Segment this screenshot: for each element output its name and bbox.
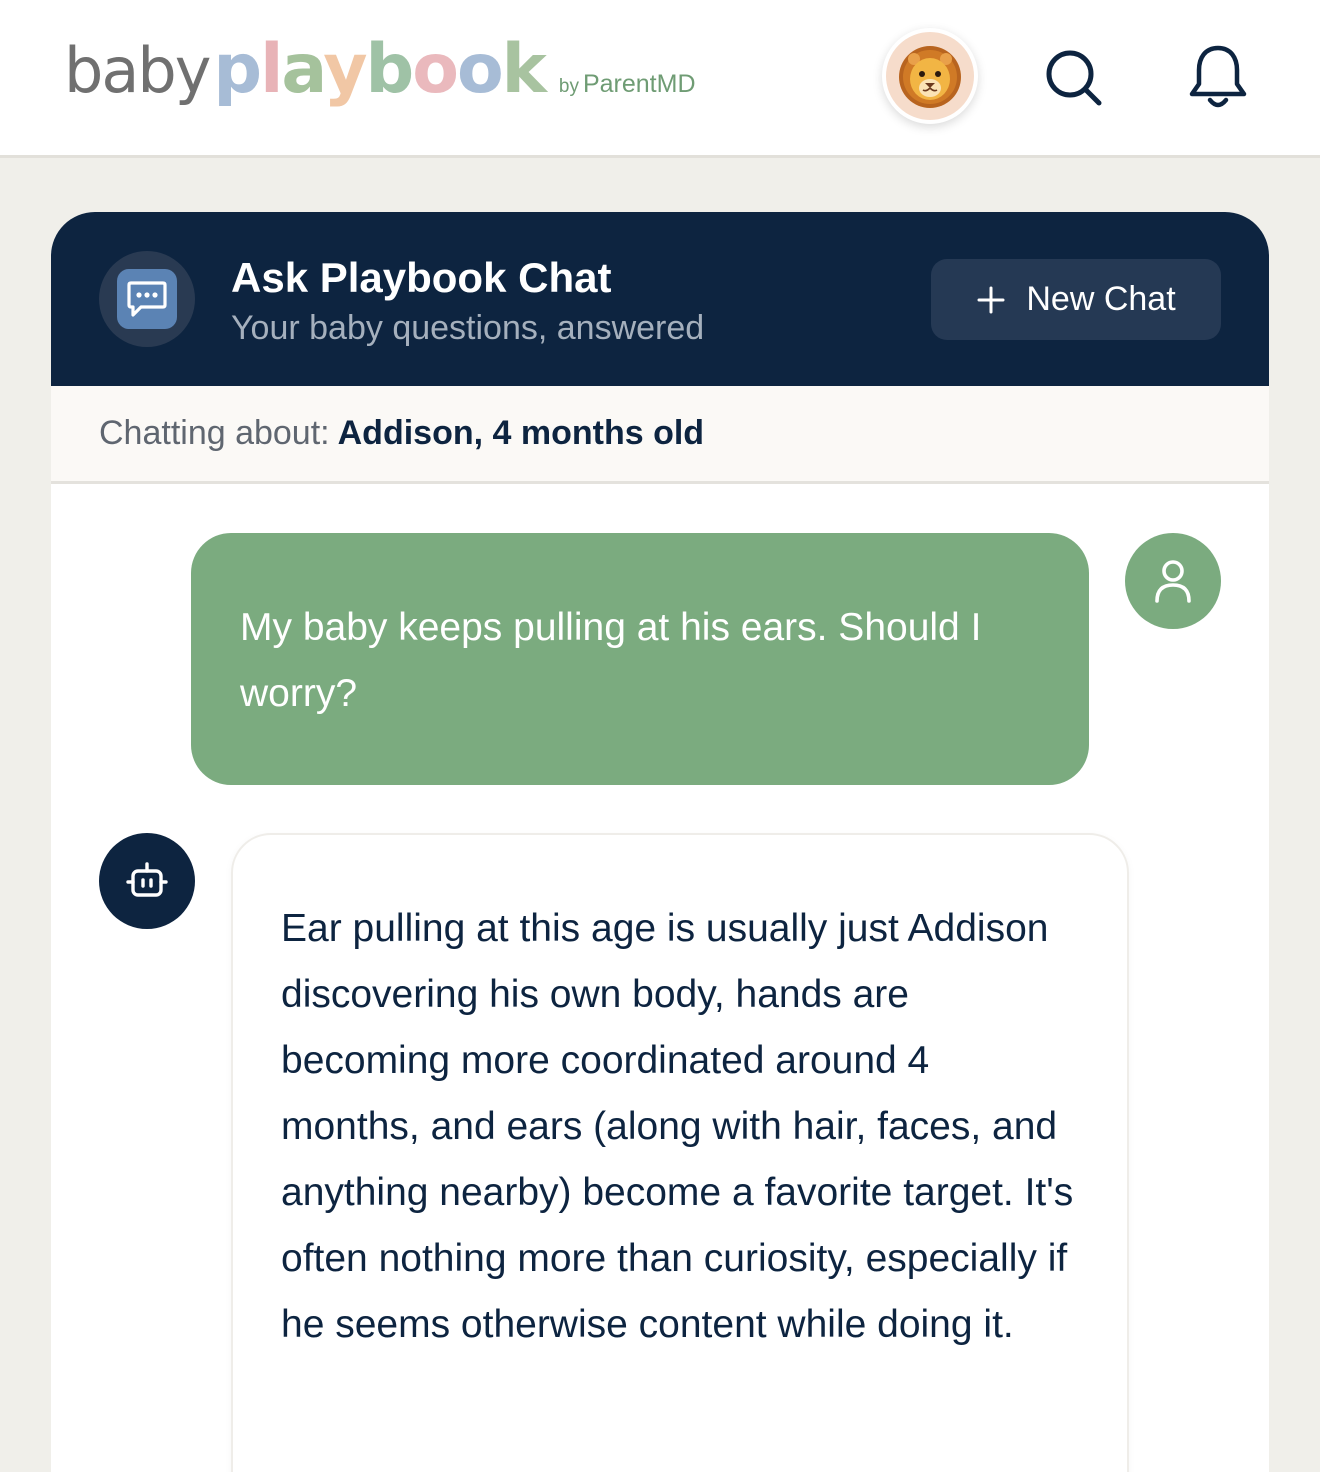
user-message-bubble: My baby keeps pulling at his ears. Should I worry?	[191, 533, 1089, 785]
logo-by-text: by	[558, 76, 579, 97]
top-app-bar	[0, 0, 1320, 158]
new-chat-button[interactable]	[931, 259, 1221, 340]
assistant-message-bubble: Ear pulling at this age is usually just Addison discovering his own body, hands are becoming more coordinated around 4 months, and ears (along with hair, faces, and anything nearby) become a favorite target. It's often nothing more than curiosity, especially if he seems otherwise content while doing it.	[231, 833, 1129, 1472]
profile-avatar[interactable]	[882, 28, 978, 124]
babyplaybook-logo[interactable]	[64, 30, 696, 120]
logo-letter: p	[213, 30, 261, 109]
notifications-button[interactable]	[1178, 38, 1258, 118]
chat-header	[51, 212, 1269, 386]
chat-context-bar	[51, 386, 1269, 484]
logo-baby-text: baby	[64, 34, 210, 107]
chat-subtitle: Your baby questions, answered	[231, 309, 705, 347]
context-child: Addison, 4 months old	[337, 414, 705, 452]
logo-letter: l	[260, 30, 282, 109]
user-avatar	[1125, 533, 1221, 629]
chat-card	[51, 212, 1269, 1472]
logo-letter: o	[456, 30, 502, 109]
assistant-avatar	[99, 833, 195, 929]
new-chat-label: New Chat	[1026, 280, 1176, 318]
chat-title: Ask Playbook Chat	[231, 254, 612, 301]
logo-letter: o	[412, 30, 457, 109]
logo-letter: a	[281, 30, 324, 109]
logo-letter: b	[365, 30, 413, 109]
chat-icon-badge	[99, 251, 195, 347]
search-button[interactable]	[1034, 38, 1114, 118]
logo-letter: y	[323, 30, 366, 109]
search-icon	[1042, 46, 1106, 110]
user-icon	[1151, 557, 1195, 605]
bell-icon	[1186, 42, 1250, 114]
logo-playbook-text	[213, 30, 544, 109]
lion-icon	[895, 41, 965, 111]
logo-letter: k	[501, 30, 545, 109]
logo-parentmd-text: ParentMD	[582, 70, 696, 98]
context-label: Chatting about:	[99, 414, 330, 452]
robot-icon	[124, 858, 170, 904]
chat-bubble-icon	[125, 277, 169, 321]
plus-icon	[976, 285, 1006, 315]
